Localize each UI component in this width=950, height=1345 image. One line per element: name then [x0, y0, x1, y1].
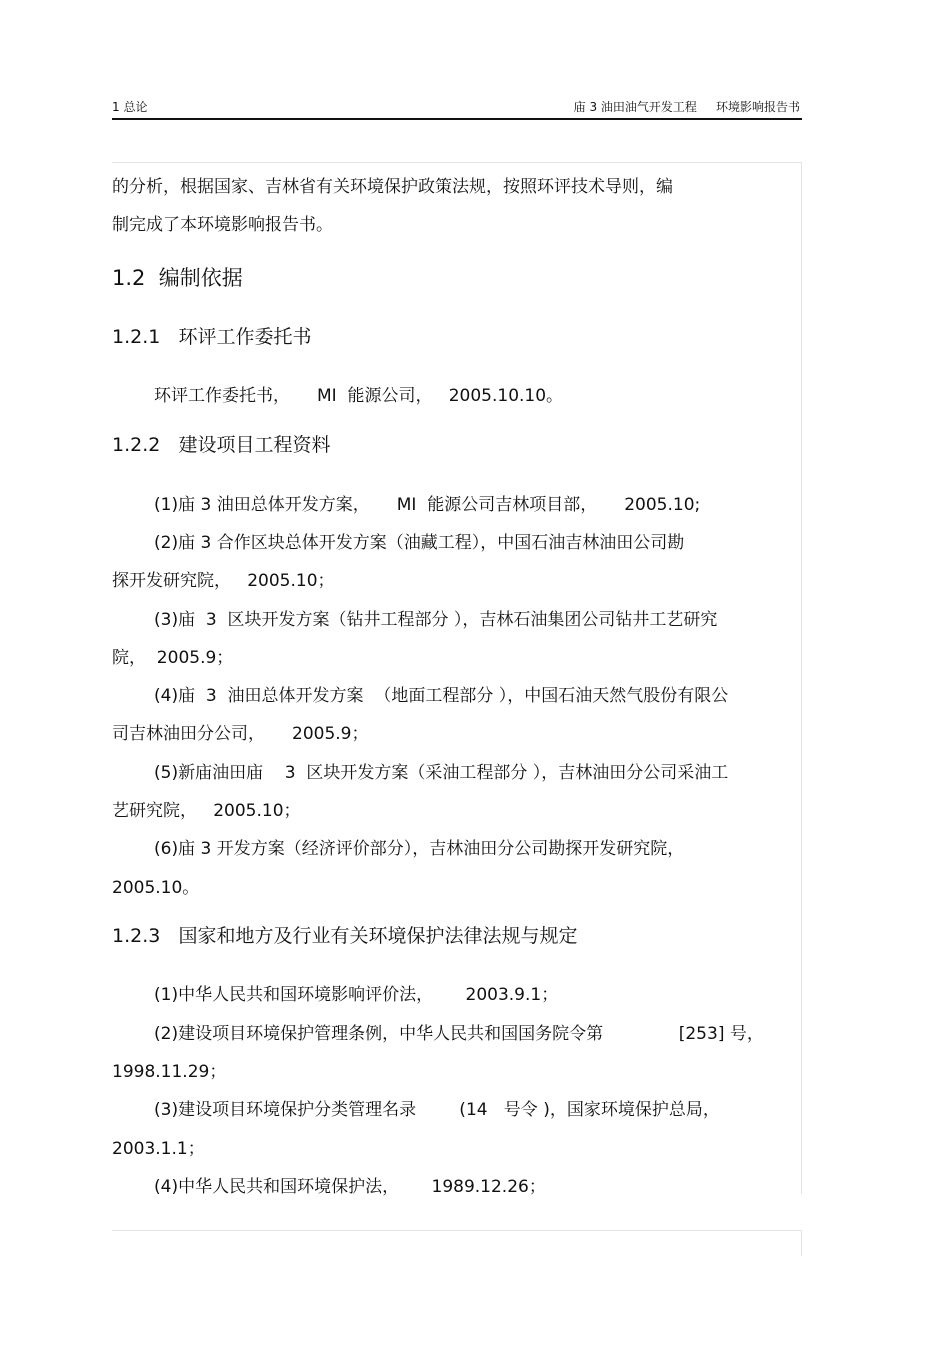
- reference-line: (4)中华人民共和国环境保护法， 1989.12.26；: [154, 1177, 546, 1197]
- intro-line: 制完成了本环境影响报告书。: [112, 215, 333, 235]
- section-heading-1-2-3: 1.2.3 国家和地方及行业有关环境保护法律法规与规定: [112, 925, 578, 947]
- section-heading-1-2-2: 1.2.2 建设项目工程资料: [112, 434, 331, 456]
- reference-line: (4)庙 3 油田总体开发方案 （地面工程部分 ），中国石油天然气股份有限公: [154, 686, 729, 706]
- frame-top-border: [112, 162, 802, 163]
- header-chapter: 1 总论: [112, 100, 148, 114]
- frame-right-border-lower: [801, 1230, 802, 1256]
- section-heading-1-2-1: 1.2.1 环评工作委托书: [112, 326, 312, 348]
- reference-line: (2)庙 3 合作区块总体开发方案（油藏工程），中国石油吉林油田公司勘: [154, 533, 685, 553]
- reference-line: 1998.11.29；: [112, 1062, 227, 1082]
- reference-line: 司吉林油田分公司， 2005.9；: [112, 724, 369, 744]
- reference-line: (2)建设项目环境保护管理条例，中华人民共和国国务院令第 [253] 号，: [154, 1024, 764, 1044]
- reference-line: (6)庙 3 开发方案（经济评价部分），吉林油田分公司勘探开发研究院，: [154, 839, 685, 859]
- intro-line: 的分析，根据国家、吉林省有关环境保护政策法规，按照环评技术导则，编: [112, 177, 673, 197]
- frame-right-border: [801, 162, 802, 1194]
- reference-line: 院， 2005.9；: [112, 648, 234, 668]
- reference-line: (1)庙 3 油田总体开发方案， MI 能源公司吉林项目部， 2005.10;: [154, 495, 701, 515]
- reference-line: 2005.10。: [112, 878, 200, 898]
- reference-line: (3)建设项目环境保护分类管理名录 (14 号令 )，国家环境保护总局，: [154, 1100, 720, 1120]
- reference-line: (1)中华人民共和国环境影响评价法， 2003.9.1；: [154, 985, 559, 1005]
- reference-line: 探开发研究院， 2005.10；: [112, 571, 335, 591]
- reference-line: 2003.1.1；: [112, 1139, 205, 1159]
- reference-line: (5)新庙油田庙 3 区块开发方案（采油工程部分 ），吉林油田分公司采油工: [154, 763, 729, 783]
- reference-line: 环评工作委托书， MI 能源公司， 2005.10.10。: [154, 386, 564, 406]
- reference-line: 艺研究院， 2005.10；: [112, 801, 301, 821]
- frame-bottom-border: [112, 1230, 802, 1231]
- header-title: 庙 3 油田油气开发工程 环境影响报告书: [573, 100, 800, 114]
- section-heading-1-2: 1.2 编制依据: [112, 266, 243, 290]
- reference-line: (3)庙 3 区块开发方案（钻井工程部分 ），吉林石油集团公司钻井工艺研究: [154, 610, 718, 630]
- header-rule: [112, 118, 802, 120]
